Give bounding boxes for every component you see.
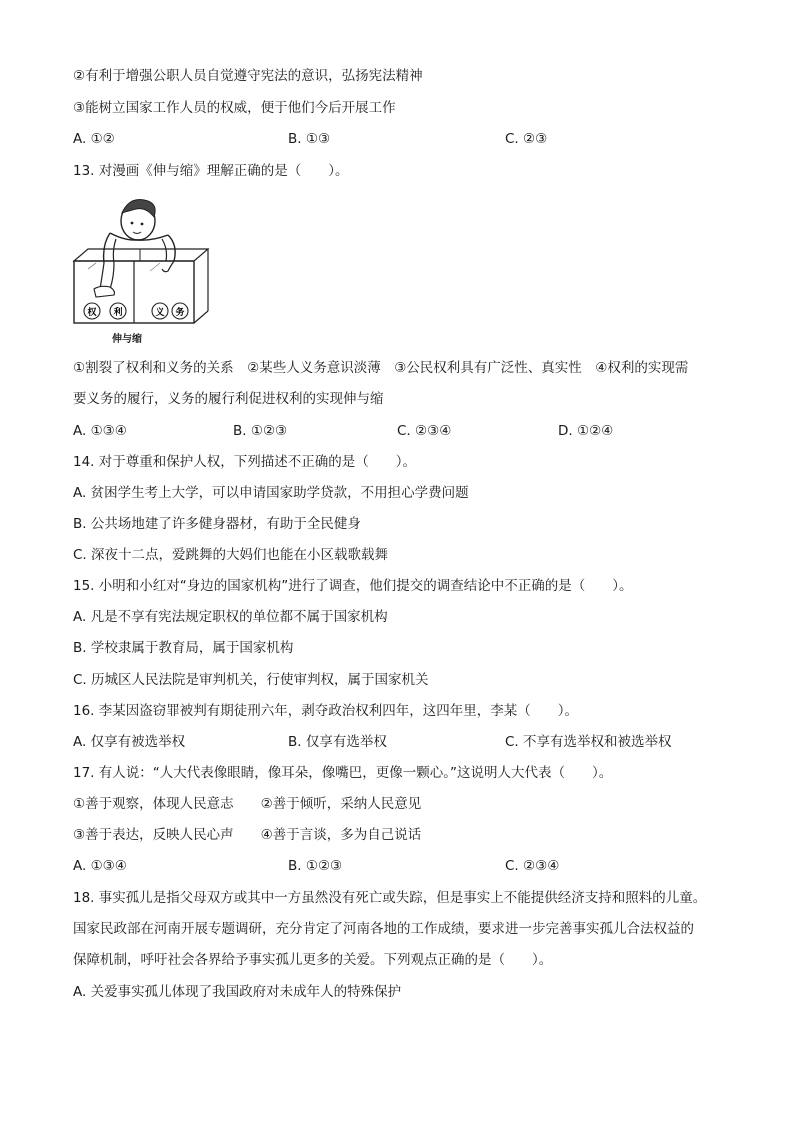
q14-option-c: C. 深夜十二点，爱跳舞的大妈们也能在小区载歌载舞 bbox=[73, 547, 389, 563]
q17-option-c: C. ②③④ bbox=[505, 858, 560, 874]
q18-stem-line1: 18. 事实孤儿是指父母双方或其中一方虽然没有死亡或失踪，但是事实上不能提供经济支持和照料的儿童。 bbox=[73, 890, 707, 906]
q13-question: 13. 对漫画《伸与缩》理解正确的是（ ）。 bbox=[73, 163, 349, 179]
q18-stem-line2: 国家民政部在河南开展专题调研，充分肯定了河南各地的工作成绩，要求进一步完善事实孤儿合法权益的 bbox=[73, 921, 694, 937]
q13-option-d: D. ①②④ bbox=[558, 423, 614, 439]
q16-question: 16. 李某因盗窃罪被判有期徒刑六年，剥夺政治权利四年，这四年里，李某（ ）。 bbox=[73, 703, 579, 719]
q13-option-a: A. ①③④ bbox=[73, 423, 127, 439]
label-duties-2: 务 bbox=[175, 308, 185, 318]
label-rights-1: 权 bbox=[87, 308, 97, 318]
q15-option-c: C. 历城区人民法院是审判机关，行使审判权，属于国家机关 bbox=[73, 672, 429, 688]
q17-statements-line2: ③善于表达，反映人民心声 ④善于言谈，多为自己说话 bbox=[73, 827, 422, 843]
q12-option-b: B. ①③ bbox=[288, 131, 331, 147]
q15-option-b: B. 学校隶属于教育局，属于国家机构 bbox=[73, 640, 294, 656]
q12-statement-2: ②有利于增强公职人员自觉遵守宪法的意识，弘扬宪法精神 bbox=[73, 68, 423, 84]
q17-statements-line1: ①善于观察，体现人民意志 ②善于倾听，采纳人民意见 bbox=[73, 796, 422, 812]
q13-option-b: B. ①②③ bbox=[233, 423, 288, 439]
q15-question: 15. 小明和小红对“身边的国家机构”进行了调查，他们提交的调查结论中不正确的是（ ）。 bbox=[73, 578, 633, 594]
q16-option-c: C. 不享有选举权和被选举权 bbox=[505, 734, 672, 750]
q12-option-c: C. ②③ bbox=[505, 131, 548, 147]
q12-option-a: A. ①② bbox=[73, 131, 115, 147]
q14-question: 14. 对于尊重和保护人权，下列描述不正确的是（ ）。 bbox=[73, 454, 417, 470]
q18-stem-line3: 保障机制，呼吁社会各界给予事实孤儿更多的关爱。下列观点正确的是（ ）。 bbox=[73, 952, 553, 968]
q17-option-b: B. ①②③ bbox=[288, 858, 343, 874]
q16-option-b: B. 仅享有选举权 bbox=[288, 734, 387, 750]
q15-option-a: A. 凡是不享有宪法规定职权的单位都不属于国家机构 bbox=[73, 609, 388, 625]
q16-option-a: A. 仅享有被选举权 bbox=[73, 734, 186, 750]
q18-option-a: A. 关爱事实孤儿体现了我国政府对未成年人的特殊保护 bbox=[73, 984, 402, 1000]
q14-option-b: B. 公共场地建了许多健身器材，有助于全民健身 bbox=[73, 516, 361, 532]
q13-statements-line1: ①割裂了权利和义务的关系 ②某些人义务意识淡薄 ③公民权利具有广泛性、真实性 ④权利的实现需 bbox=[73, 360, 689, 376]
q13-statements-line2: 要义务的履行，义务的履行利促进权利的实现伸与缩 bbox=[73, 391, 384, 407]
cartoon-illustration bbox=[70, 193, 218, 333]
q12-statement-3: ③能树立国家工作人员的权威，便于他们今后开展工作 bbox=[73, 100, 396, 116]
label-duties-1: 义 bbox=[155, 308, 165, 318]
cartoon-caption: 伸与缩 bbox=[112, 334, 142, 345]
q17-question: 17. 有人说：“人大代表像眼睛，像耳朵，像嘴巴，更像一颗心。”这说明人大代表（ ）。 bbox=[73, 765, 613, 781]
q14-option-a: A. 贫困学生考上大学，可以申请国家助学贷款，不用担心学费问题 bbox=[73, 485, 469, 501]
cartoon-figure bbox=[70, 193, 218, 343]
q13-option-c: C. ②③④ bbox=[397, 423, 452, 439]
q17-option-a: A. ①③④ bbox=[73, 858, 127, 874]
label-rights-2: 利 bbox=[113, 308, 123, 318]
